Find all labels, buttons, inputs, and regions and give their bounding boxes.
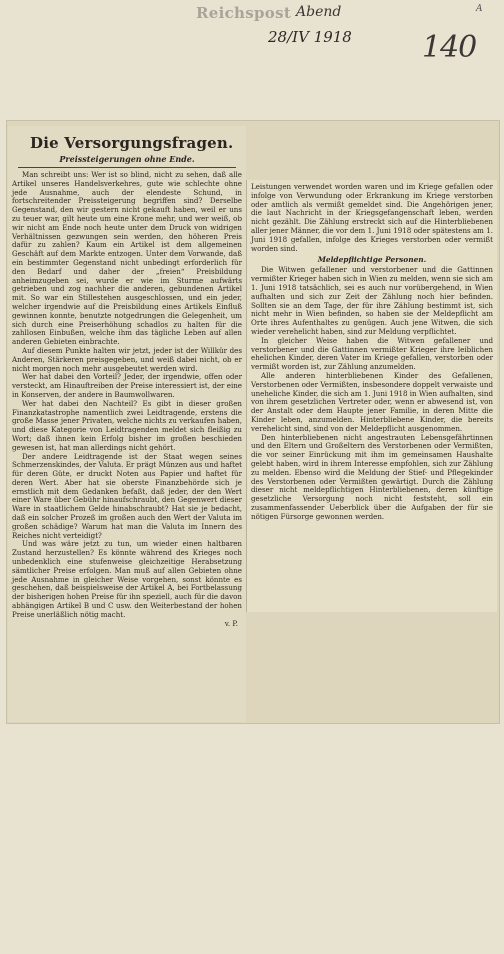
paragraph: Alle anderen hinterbliebenen Kinder des Gefallenen, Verstorbenen oder Vermißten, insbesondere doppelt verwaiste und uneheliche Kinder, die sich am 1. Juni 1918 in Wien aufhalten, sind von ihrem gesetzlichen Vertreter oder, wenn er abwesend ist, von der Anstalt oder dem Haupte jener Familie, in deren Mitte die Kinder leben, anzumelden. Hinterbliebene Kinder, die bereits verehelicht sind, sind von der Meldepflicht ausgenommen.	[251, 370, 493, 433]
paragraph: Leistungen verwendet worden waren und im Kriege gefallen oder infolge von Verwundung oder Erkrankung im Kriege verstorben oder amtlich als vermißt gemeldet sind. Die Angehörigen jener, die laut Nachricht in der Kriegsgefangenschaft leben, werden nicht gezählt. Die Zählung erstreckt sich auf die Hinterbliebenen aller jener Männer, die vor dem 1. Juni 1918 oder spätestens am 1. Juni 1918 gefallen, infolge des Krieges verstorben oder vermißt worden sind.	[251, 182, 493, 253]
paragraph: Den hinterbliebenen nicht angestrauten Lebensgefährtinnen und den Eltern und Großeltern des Verstorbenen oder Vermißten, die vor seiner Einrückung mit ihm im gemeinsamen Haushalte gelebt haben, wird in ihrem Interesse empfohlen, sich zur Zählung zu melden. Ebenso wird die Meldung der Stief- und Pflegekinder des Verstorbenen oder Vermißten gewärtigt. Durch die Zählung dieser nicht meldepflichtigen Hinterbliebenen, deren künftige gesetzliche Versorgung noch nicht feststeht, soll ein zusammenfassender Ueberblick über die Aufgaben der für sie nötigen Fürsorge gewonnen werden.	[251, 432, 493, 521]
article-title: Die Versorgungsfragen.	[30, 134, 234, 152]
paragraph: Man schreibt uns: Wer ist so blind, nicht zu sehen, daß alle Artikel unseres Handelsverkehres, gute wie schlechte ohne jede Ausnahme, auch der elendeste Schund, in fortschreitender Preissteigerung begriffen sind? Derselbe Gegenstand, den wir gestern nicht gekauft haben, weil er uns zu teuer war, gilt heute um eine Krone mehr, und wer weiß, ob wir nicht am Ende noch heute unter dem Druck von widrigen Verhältnissen gezwungen sein werden, den höheren Preis dafür zu zahlen? Kaum ein Artikel ist dem allgemeinen Geschäft auf dem Markte entzogen. Unter dem Vorwande, daß ein bestimmter Gegenstand nicht unbedingt erforderlich für den Bedarf und daher der „freien“ Preisbildung anheimzugeben sei, wurde er wie im Sturme aufwärts getrieben und zog nachher die anderen, gebundenen Artikel mit. So war ein Stillestehen ausgeschlossen, und ein jeder, welcher irgendwie auf die Preisbildung eines Artikels Einfluß gewinnen konnte, benutzte notgedrungen die Gelegenheit, um sich durch eine Preiserhöhung schadlos zu halten für die zahllosen Einbußen, welche ihm das tägliche Leben auf allen anderen Gebieten einbrachte.	[12, 170, 242, 347]
paragraph: Auf diesem Punkte halten wir jetzt, jeder ist der Willkür des Anderen, Stärkeren preisgegeben, und weiß dabei nicht, ob er nicht morgen noch mehr ausgebeutet werden wird.	[12, 345, 242, 373]
newspaper-stamp: Reichspost	[196, 4, 292, 22]
paragraph: In gleicher Weise haben die Witwen gefallener und verstorbener und die Gattinnen vermißter Krieger ihre leiblichen ehelichen Kinder, deren Vater im Kriege gefallen, verstorben oder vermißt worden ist, zur Zählung anzumelden.	[251, 335, 493, 372]
section-heading: Meldepflichtige Personen.	[317, 255, 427, 265]
paragraph: Die Witwen gefallener und verstorbener und die Gattinnen vermißter Krieger haben sich in Wien zu melden, wenn sie sich am 1. Juni 1918 tatsächlich, sei es auch nur vorübergehend, in Wien aufhalten und sich zur Zeit der Zählung noch hier befinden. Sollten sie an dem Tage, der für ihre Zählung bestimmt ist, sich nicht mehr in Wien befinden, so haben sie der Meldepflicht am Orte ihres Aufenthaltes zu genügen. Auch jene Witwen, die sich wieder verehelicht haben, sind zur Meldung verpflichtet.	[251, 265, 493, 336]
paragraph: Der andere Leidtragende ist der Staat wegen seines Schmerzenskindes, der Valuta. Er prägt Münzen aus und haftet für deren Güte, er druckt Noten aus Papier und haftet für deren Wert. Aber hat sie oberste Finanzbehörde sich je ernstlich mit dem Gedanken befaßt, daß jeder, der den Wert einer Ware über Gebühr hinaufschraubt, den Gegenwert dieser Ware in staatlichem Gelde hinabschraubt? Hat sie je bedacht, daß ein solcher Prozeß im großen auch den Wert der Valuta im großen schädige? Warum hat man die Valuta im Innern des Reiches nicht verteidigt?	[12, 451, 242, 540]
paragraph: Und was wäre jetzt zu tun, um wieder einen haltbaren Zustand herzustellen? Es könnte während des Krieges noch unbedenklich eine stufenweise gleichzeitige Herabsetzung sämtlicher Preise erfolgen. Man muß auf allen Gebieten ohne jede Ausnahme in gleicher Weise vorgehen, sonst könnte es geschehen, daß beispielsweise der Artikel A, bei Fortbelassung der bisherigen hohen Preise für ihn speziell, auch für die davon abhängigen Artikel B und C usw. den Weiterbestand der hohen Preise unerläßlich nötig macht.	[12, 539, 242, 619]
paragraph: Wer hat dabei den Vorteil? Jeder, der irgendwie, offen oder versteckt, am Hinauftreiben der Preise interessiert ist, der eine in Konserven, der andere in Baumwollwaren.	[12, 372, 242, 399]
article-right-column	[246, 180, 497, 612]
handwritten-page-number: 140	[422, 30, 477, 65]
article-left-column	[8, 126, 246, 722]
handwritten-date: 28/IV 1918	[268, 28, 352, 46]
paragraph: Wer hat dabei den Nachteil? Es gibt in dieser großen Finanzkatastrophe namentlich zwei Leidtragende, erstens die große Masse jener Privaten, welche nichts zu verkaufen haben, und diese Kategorie von Leidtragenden meldet sich fleißig zu Wort; daß ihnen kein Erfolg bisher im großen beschieden gewesen ist, hat man allerdings nicht gehört.	[12, 398, 242, 452]
title-divider	[18, 167, 236, 168]
author-signature: v. P.	[224, 618, 238, 628]
article-subtitle: Preissteigerungen ohne Ende.	[59, 154, 195, 164]
corner-mark: A	[476, 4, 483, 14]
handwritten-edition-note: Abend	[296, 4, 342, 20]
